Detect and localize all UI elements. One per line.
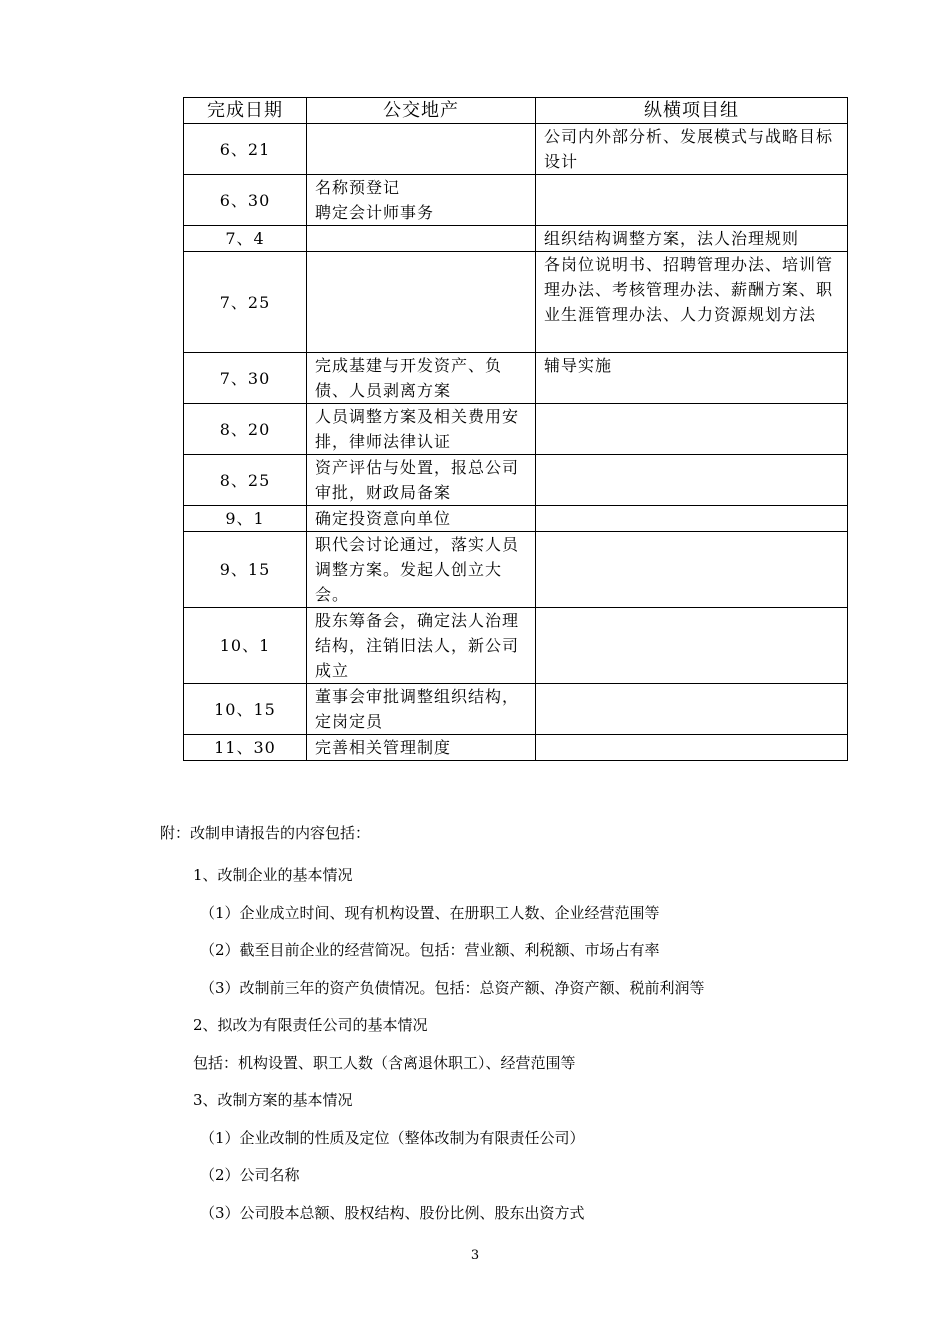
- table-row: [184, 506, 848, 532]
- header-team: 纵横项目组: [536, 98, 848, 124]
- team-task-cell: [536, 404, 848, 455]
- date-cell: 7、30: [184, 353, 307, 404]
- date-cell: 9、1: [184, 506, 307, 532]
- table-row: [184, 175, 848, 226]
- company-task-cell: [307, 252, 536, 353]
- section-3-item-1: （1）企业改制的性质及定位（整体改制为有限责任公司）: [200, 1129, 585, 1147]
- date-cell: 10、15: [184, 684, 307, 735]
- company-task-cell: 资产评估与处置，报总公司审批，财政局备案: [307, 455, 536, 506]
- section-3-heading: 3、改制方案的基本情况: [193, 1091, 353, 1109]
- company-task-cell: 确定投资意向单位: [307, 506, 536, 532]
- table-row: [184, 684, 848, 735]
- table-row: [184, 404, 848, 455]
- table-row: [184, 455, 848, 506]
- company-task-cell: 完成基建与开发资产、负债、人员剥离方案: [307, 353, 536, 404]
- section-2-body: 包括：机构设置、职工人数（含离退休职工）、经营范围等: [193, 1054, 576, 1072]
- page-number: 3: [470, 1248, 480, 1263]
- table-row: [184, 252, 848, 353]
- team-task-cell: [536, 608, 848, 684]
- company-task-cell: 名称预登记 聘定会计师事务: [307, 175, 536, 226]
- team-task-cell: [536, 735, 848, 761]
- team-task-cell: [536, 506, 848, 532]
- section-1-heading: 1、改制企业的基本情况: [193, 866, 353, 884]
- company-task-cell: 职代会讨论通过，落实人员调整方案。发起人创立大会。: [307, 532, 536, 608]
- company-task-cell: 人员调整方案及相关费用安排，律师法律认证: [307, 404, 536, 455]
- table-row: [184, 608, 848, 684]
- team-task-cell: [536, 175, 848, 226]
- team-task-cell: [536, 455, 848, 506]
- table-row: [184, 532, 848, 608]
- table-row: [184, 124, 848, 175]
- table-header-row: [184, 98, 848, 124]
- company-task-cell: 完善相关管理制度: [307, 735, 536, 761]
- table-row: [184, 353, 848, 404]
- team-task-cell: [536, 684, 848, 735]
- team-task-cell: [536, 532, 848, 608]
- date-cell: 7、4: [184, 226, 307, 252]
- date-cell: 6、30: [184, 175, 307, 226]
- header-company: 公交地产: [307, 98, 536, 124]
- company-task-cell: 股东筹备会，确定法人治理结构，注销旧法人，新公司成立: [307, 608, 536, 684]
- schedule-table: [183, 97, 848, 761]
- header-date: 完成日期: [184, 98, 307, 124]
- section-2-heading: 2、拟改为有限责任公司的基本情况: [193, 1016, 428, 1034]
- team-task-cell: 公司内外部分析、发展模式与战略目标设计: [536, 124, 848, 175]
- team-task-cell: 组织结构调整方案，法人治理规则: [536, 226, 848, 252]
- table-row: [184, 735, 848, 761]
- section-1-item-2: （2）截至目前企业的经营简况。包括：营业额、利税额、市场占有率: [200, 941, 660, 959]
- section-3-item-2: （2）公司名称: [200, 1166, 300, 1184]
- company-task-cell: [307, 124, 536, 175]
- company-task-cell: [307, 226, 536, 252]
- date-cell: 6、21: [184, 124, 307, 175]
- team-task-cell: 辅导实施: [536, 353, 848, 404]
- section-1-item-1: （1）企业成立时间、现有机构设置、在册职工人数、企业经营范围等: [200, 904, 660, 922]
- team-task-cell: 各岗位说明书、招聘管理办法、培训管理办法、考核管理办法、薪酬方案、职业生涯管理办法、人力资源规划方法: [536, 252, 848, 353]
- company-task-cell: 董事会审批调整组织结构，定岗定员: [307, 684, 536, 735]
- section-3-item-3: （3）公司股本总额、股权结构、股份比例、股东出资方式: [200, 1204, 585, 1222]
- date-cell: 8、20: [184, 404, 307, 455]
- date-cell: 11、30: [184, 735, 307, 761]
- section-1-item-3: （3）改制前三年的资产负债情况。包括：总资产额、净资产额、税前利润等: [200, 979, 705, 997]
- appendix-heading: 附：改制申请报告的内容包括：: [160, 824, 371, 842]
- date-cell: 9、15: [184, 532, 307, 608]
- date-cell: 7、25: [184, 252, 307, 353]
- date-cell: 8、25: [184, 455, 307, 506]
- table-row: [184, 226, 848, 252]
- date-cell: 10、1: [184, 608, 307, 684]
